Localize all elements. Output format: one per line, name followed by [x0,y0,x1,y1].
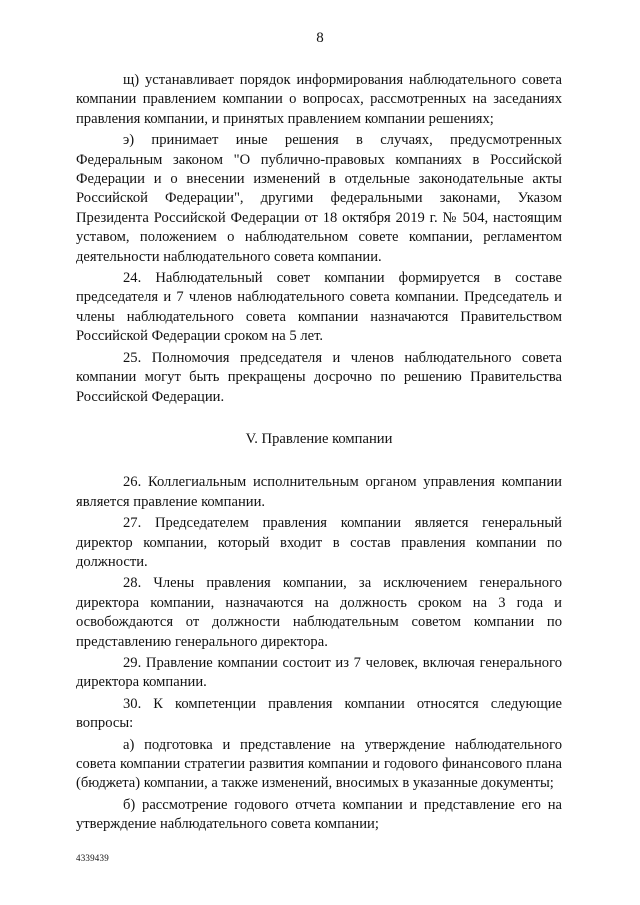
paragraph-30: 30. К компетенции правления компании относятся следующие вопросы: [76,695,562,732]
paragraph-26: 26. Коллегиальным исполнительным органом управления компании является правление компании. [76,474,562,510]
paragraph-27: 27. Председателем правления компании является генеральный директор компании, который входит в состав правления компании по должности. [76,515,562,570]
paragraph-shch: щ) устанавливает порядок информирования наблюдательного совета компании правлением компании о вопросах, рассмотренных на заседаниях правления компании, и принятых правлением компании решениях; [76,72,562,127]
section-heading: V. Правление компании [245,430,393,447]
paragraph-25: 25. Полномочия председателя и членов наблюдательного совета компании могут быть прекращены досрочно по решению Правительства Российской Федерации. [76,349,562,405]
paragraph-29: 29. Правление компании состоит из 7 человек, включая генерального директора компании. [76,654,562,691]
paragraph-30-b: б) рассмотрение годового отчета компании и представление его на утверждение наблюдательного совета компании; [76,796,562,833]
paragraph-28: 28. Члены правления компании, за исключением генерального директора компании, назначаются на должность сроком на 3 года и освобождаются от должности наблюдательным советом компании по представлению генерального директора. [76,575,562,650]
document-code: 4339439 [76,853,109,863]
page-number: 8 [316,30,324,46]
paragraph-24: 24. Наблюдательный совет компании формируется в составе председателя и 7 членов наблюдательного совета компании. Председатель и члены наблюдательного совета компании назначаются Правительством Российской Федерации сроком на 5 лет. [76,270,562,345]
paragraph-e: э) принимает иные решения в случаях, предусмотренных Федеральным законом "О публично-правовых компаниях в Российской Федерации и о внесении изменений в отдельные законодательные акты Российской Федерации", другими федеральными законами, Указом Президента Российской Федерации от 18 октября 2019 г. № 504, настоящим уставом, положением о наблюдательном совете компании, регламентом деятельности наблюдательного совета компании. [76,132,562,265]
document-body [76,71,562,837]
paragraph-30-a: а) подготовка и представление на утверждение наблюдательного совета компании стратегии развития компании и годового финансового плана (бюджета) компании, а также изменений, вносимых в указанные документы; [76,736,562,792]
